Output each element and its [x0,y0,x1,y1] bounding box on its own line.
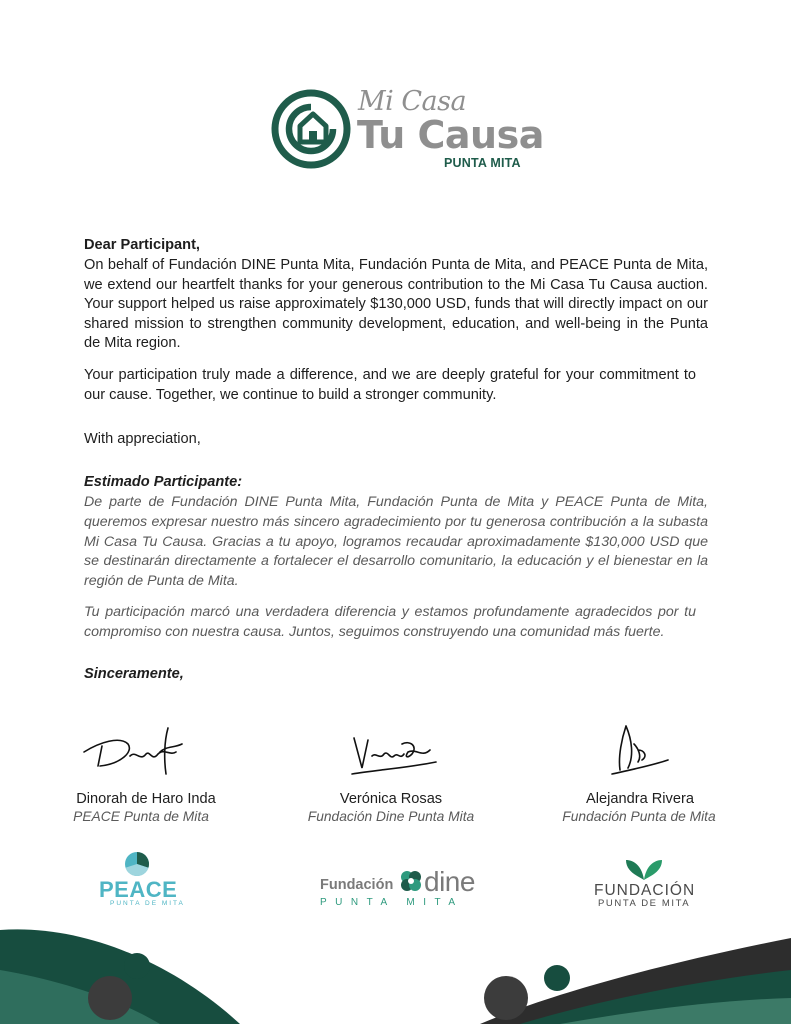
signatory-name: Verónica Rosas [339,791,443,807]
house-circle-icon [275,93,347,165]
dine-leaf-icon [399,869,423,893]
spanish-paragraph-1: De parte de Fundación DINE Punta Mita, Fundación Punta de Mita y PEACE Punta de Mita, queremos expresar nuestro más sincero agradecimiento por tu generosa contribución a la subasta Mi Casa Tu Causa. Gracias a tu apoyo, logramos recaudar aproximadamente $130,000 USD que se destinarán directamente a fortalecer el desarrollo comunitario, la educación y el bienestar en la región de Punta de Mita. [84,494,708,590]
fpm-logo-line1: FUNDACIÓN [594,882,696,899]
english-paragraph-1: On behalf of Fundación DINE Punta Mita, Fundación Punta de Mita, and PEACE Punta de Mita, we extend our heartfelt thanks for your generous contribution to the Mi Casa Tu Causa auction. Your support helped us raise approximately $130,000 USD, funds that will directly impact on our shared mission to strengthen community development, education, and well-being in the Punta de Mita region. [84,257,708,352]
english-closing: With appreciation, [84,431,201,447]
logo-sub-text: PUNTA MITA [444,156,521,170]
signature-veronica [346,730,440,780]
english-paragraph-2: Your participation truly made a difference, and we are deeply grateful for your commitment to our cause. Together, we continue to build a stronger community. [84,367,696,403]
logo-main-text: Tu Causa [357,113,544,157]
dine-logo-sub: PUNTA MITA [320,897,464,908]
signatory-org: Fundación Dine Punta Mita [307,809,475,824]
signature-dinorah [80,722,190,778]
peace-logo-word: PEACE [99,877,178,902]
peace-logo-sub: PUNTA DE MITA [110,900,185,907]
peace-emblem-icon [124,851,150,877]
spanish-paragraph-2: Tu participación marcó una verdadera diferencia y estamos profundamente agradecidos por tu compromiso con nuestra causa. Juntos, seguimos construyendo una comunidad más fuerte. [84,604,696,640]
signatory-org: PEACE Punta de Mita [73,809,209,824]
butterfly-icon [624,856,664,882]
signatory-org: Fundación Punta de Mita [562,809,716,824]
dine-logo-fundacion: Fundación [320,877,394,893]
english-greeting: Dear Participant, [84,237,200,253]
spanish-closing: Sinceramente, [84,666,184,682]
footer-wave-decoration [0,920,791,1024]
signatory-name: Alejandra Rivera [586,791,694,807]
signatory-name: Dinorah de Haro Inda [76,791,216,807]
spanish-greeting: Estimado Participante: [84,474,243,490]
fpm-logo-line2: PUNTA DE MITA [598,898,691,909]
logo-script-text: Mi Casa [358,86,467,117]
dine-logo-word: dine [424,866,475,897]
signature-alejandra [608,722,672,780]
